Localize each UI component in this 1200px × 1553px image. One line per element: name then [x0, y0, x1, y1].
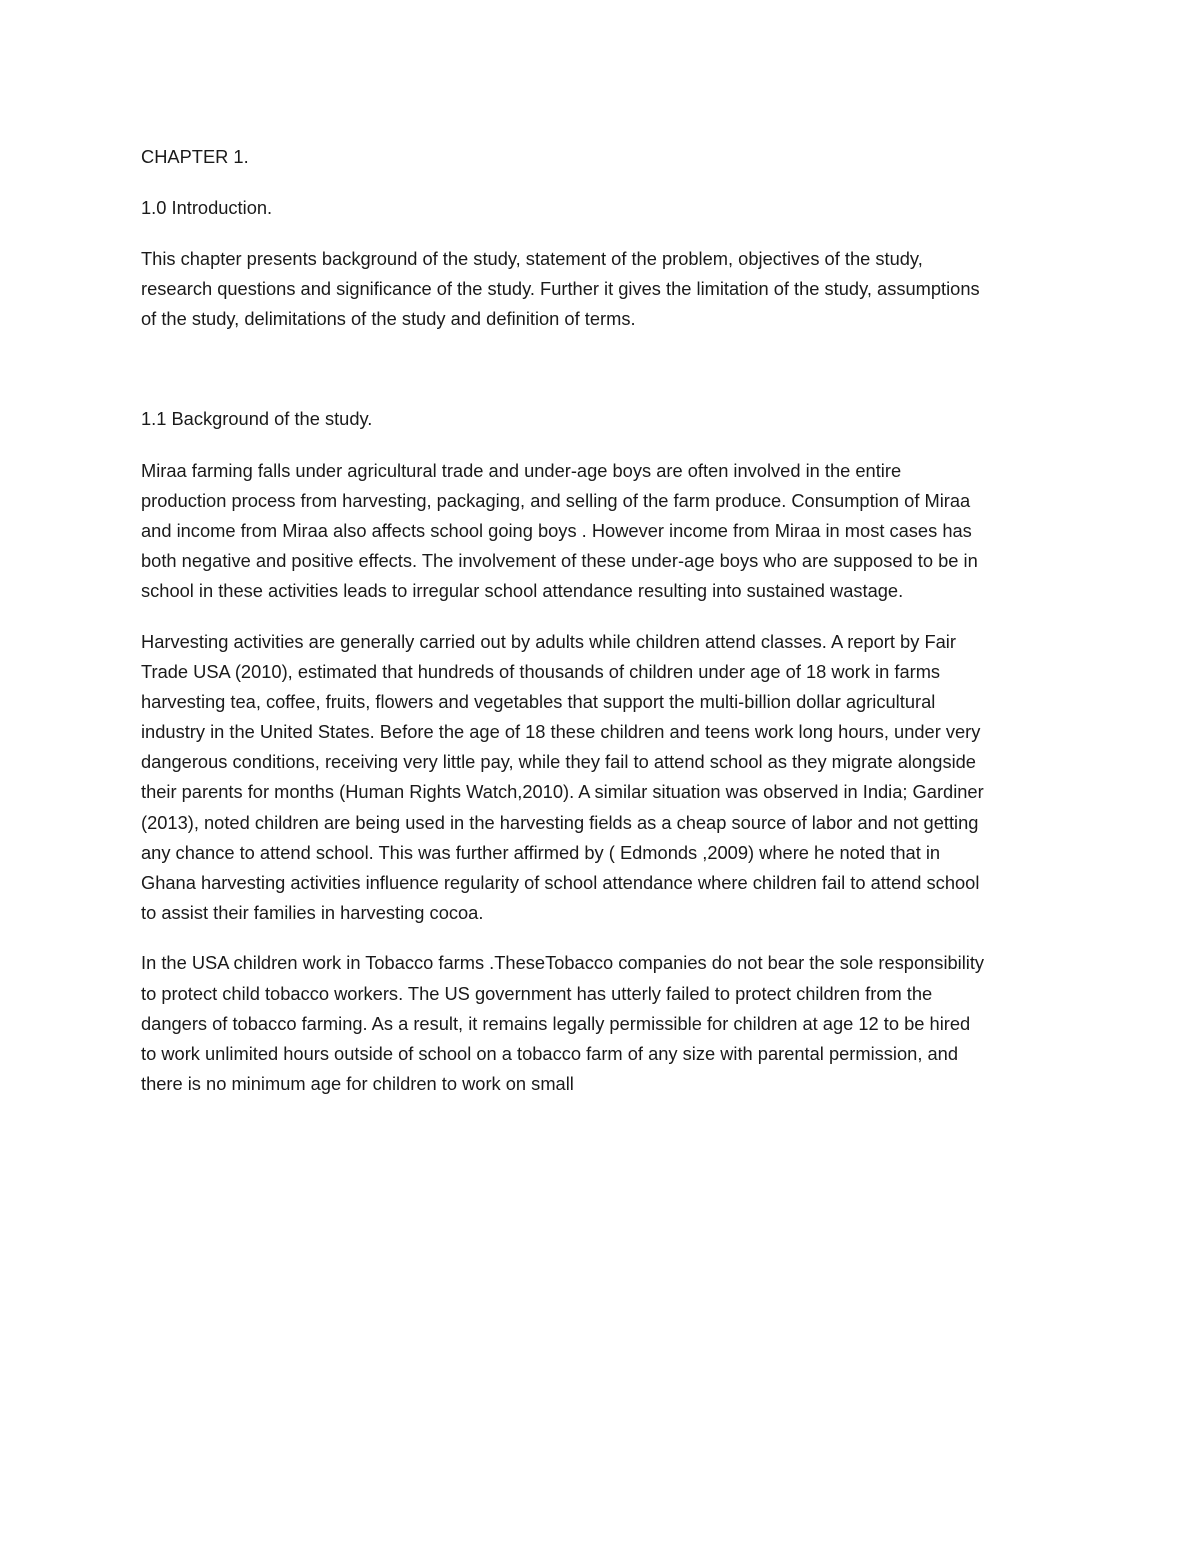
- paragraph-line: (2013), noted children are being used in the harvesting fields as a cheap source of labor and not getting: [141, 811, 979, 833]
- paragraph-line: there is no minimum age for children to work on small: [141, 1073, 574, 1095]
- chapter-title: CHAPTER 1.: [141, 146, 249, 167]
- document-body: [141, 142, 1061, 1099]
- paragraph-line: dangers of tobacco farming. As a result, it remains legally permissible for children at age 12 to be hired: [141, 1012, 971, 1034]
- paragraph-line: Miraa farming falls under agricultural trade and under-age boys are often involved in the entire: [141, 459, 902, 481]
- paragraph-line: harvesting tea, coffee, fruits, flowers and vegetables that support the multi-billion dollar agricultural: [141, 690, 936, 712]
- paragraph-line: production process from harvesting, packaging, and selling of the farm produce. Consumption of Miraa: [141, 489, 971, 511]
- paragraph-line: dangerous conditions, receiving very little pay, while they fail to attend school as they migrate alongside: [141, 751, 976, 773]
- paragraph-line: of the study, delimitations of the study and definition of terms.: [141, 308, 636, 330]
- paragraph-line: any chance to attend school. This was further affirmed by ( Edmonds ,2009) where he noted that in: [141, 841, 941, 863]
- paragraph-line: In the USA children work in Tobacco farms .TheseTobacco companies do not bear the sole responsibility: [141, 952, 985, 974]
- paragraph-line: school in these activities leads to irregular school attendance resulting into sustained wastage.: [141, 580, 904, 602]
- paragraph-line: industry in the United States. Before the age of 18 these children and teens work long hours, under very: [141, 721, 981, 743]
- paragraph-line: their parents for months (Human Rights Watch,2010). A similar situation was observed in India; Gardiner: [141, 781, 984, 803]
- paragraph-line: Harvesting activities are generally carried out by adults while children attend classes. A report by Fair: [141, 630, 956, 652]
- paragraph-line: to assist their families in harvesting cocoa.: [141, 902, 484, 924]
- paragraph-harvesting-activities: [141, 627, 1061, 929]
- paragraph-line: and income from Miraa also affects school going boys . However income from Miraa in most cases has: [141, 519, 972, 541]
- paragraph-line: research questions and significance of the study. Further it gives the limitation of the study, assumptions: [141, 278, 980, 300]
- paragraph-line: This chapter presents background of the study, statement of the problem, objectives of the study,: [141, 248, 923, 269]
- paragraph-line: Ghana harvesting activities influence regularity of school attendance where children fail to attend school: [141, 872, 980, 893]
- introduction-paragraph: [141, 244, 1061, 335]
- section-heading-background: 1.1 Background of the study.: [141, 407, 373, 429]
- paragraph-miraa-farming: [141, 456, 1061, 607]
- paragraph-line: Trade USA (2010), estimated that hundreds of thousands of children under age of 18 work in farms: [141, 660, 941, 682]
- paragraph-line: to work unlimited hours outside of school on a tobacco farm of any size with parental permission, and: [141, 1042, 958, 1064]
- paragraph-tobacco-farms: [141, 948, 1061, 1099]
- section-heading-introduction: 1.0 Introduction.: [141, 197, 273, 218]
- paragraph-line: both negative and positive effects. The involvement of these under-age boys who are supposed to be in: [141, 550, 978, 572]
- paragraph-line: to protect child tobacco workers. The US government has utterly failed to protect children from the: [141, 982, 933, 1004]
